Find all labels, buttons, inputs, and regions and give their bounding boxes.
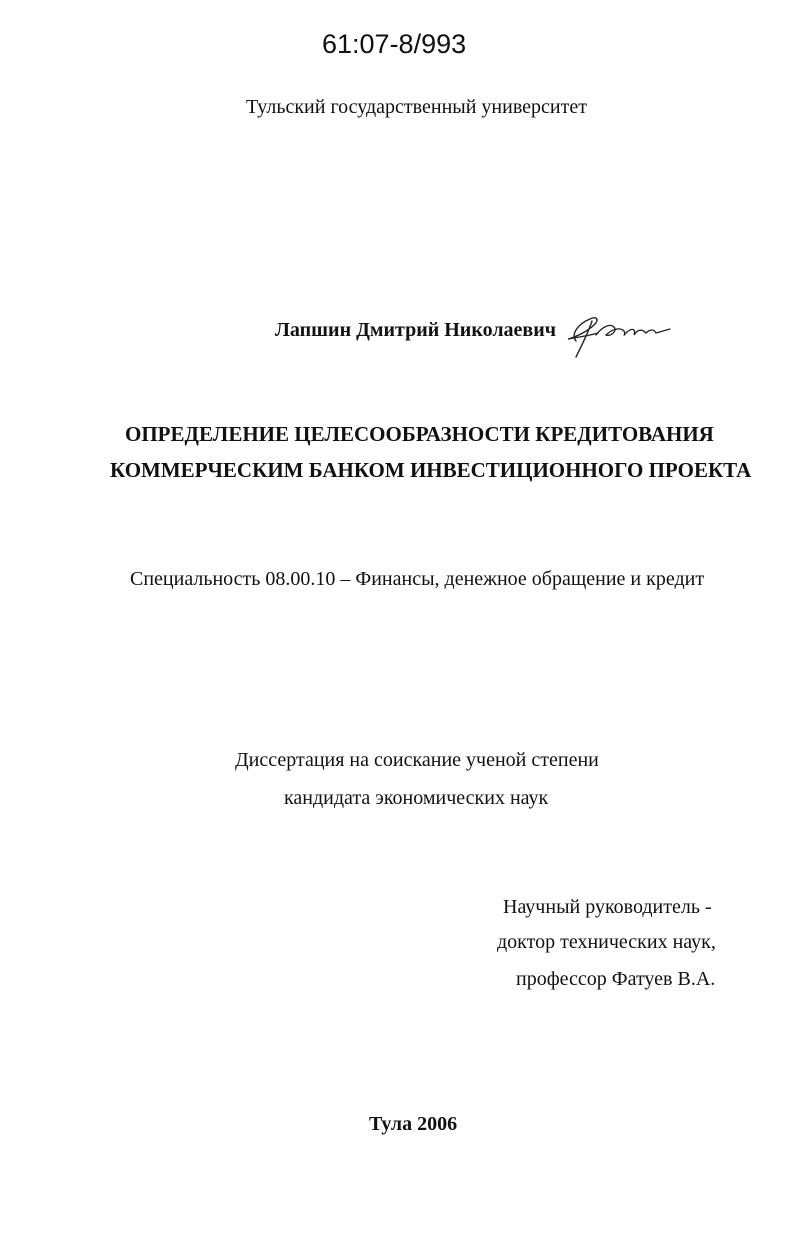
advisor-degree: доктор технических наук, [497, 931, 716, 953]
advisor-label: Научный руководитель - [503, 896, 712, 918]
university-name: Тульский государственный университет [246, 96, 587, 118]
dissertation-title-line-1: ОПРЕДЕЛЕНИЕ ЦЕЛЕСООБРАЗНОСТИ КРЕДИТОВАНИЯ [125, 422, 714, 446]
advisor-name: профессор Фатуев В.А. [516, 968, 716, 990]
specialty-line: Специальность 08.00.10 – Финансы, денежное обращение и кредит [130, 568, 705, 590]
library-stamp-number: 61:07-8/993 [322, 29, 467, 59]
author-name: Лапшин Дмитрий Николаевич [275, 319, 557, 341]
dissertation-title-line-2: КОММЕРЧЕСКИМ БАНКОМ ИНВЕСТИЦИОННОГО ПРОЕКТА [110, 458, 752, 482]
degree-statement-line-2: кандидата экономических наук [284, 787, 549, 809]
handwritten-signature [562, 311, 677, 361]
city-and-year: Тула 2006 [369, 1113, 458, 1135]
degree-statement-line-1: Диссертация на соискание ученой степени [235, 749, 599, 771]
